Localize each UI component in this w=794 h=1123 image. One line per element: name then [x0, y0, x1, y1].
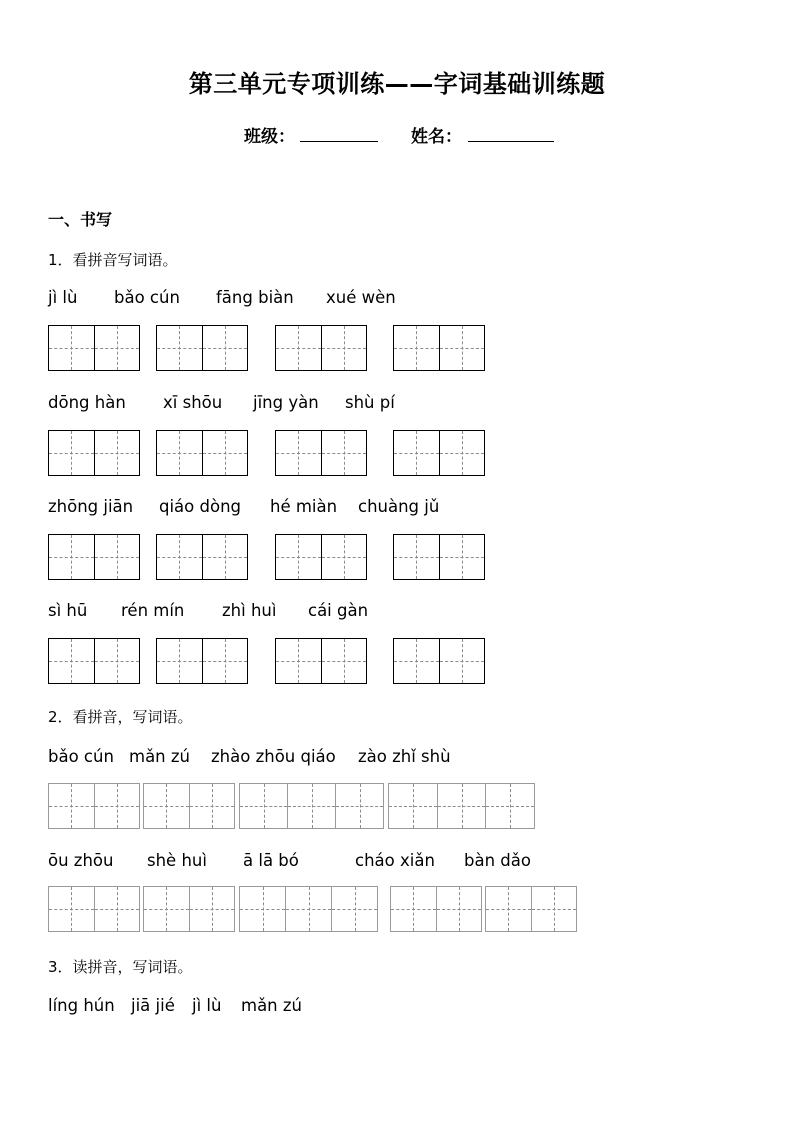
writing-grid[interactable]: [393, 430, 485, 476]
section-heading: 一、书写: [48, 210, 113, 229]
pinyin-label: ōu zhōu: [48, 851, 114, 870]
pinyin-label: jiā jié: [131, 996, 175, 1015]
pinyin-label: cái gàn: [308, 601, 369, 620]
pinyin-label: zhào zhōu qiáo: [211, 747, 336, 766]
pinyin-label: jīng yàn: [253, 393, 319, 412]
writing-grid[interactable]: [388, 783, 535, 829]
class-blank[interactable]: [300, 141, 378, 142]
pinyin-label: jì lù: [192, 996, 222, 1015]
writing-grid[interactable]: [485, 886, 577, 932]
writing-grid[interactable]: [48, 430, 140, 476]
writing-grid[interactable]: [393, 638, 485, 684]
pinyin-label: bàn dǎo: [464, 851, 531, 870]
writing-grid[interactable]: [275, 325, 367, 371]
writing-grid[interactable]: [275, 430, 367, 476]
pinyin-label: zhì huì: [222, 601, 277, 620]
pinyin-label: zhōng jiān: [48, 497, 134, 516]
pinyin-label: mǎn zú: [129, 747, 191, 766]
writing-grid[interactable]: [48, 638, 140, 684]
writing-grid[interactable]: [393, 534, 485, 580]
writing-grid[interactable]: [239, 886, 378, 932]
class-label: 班级：: [244, 127, 295, 147]
writing-grid[interactable]: [390, 886, 482, 932]
pinyin-label: bǎo cún: [114, 288, 180, 307]
writing-grid[interactable]: [48, 783, 140, 829]
writing-grid[interactable]: [48, 325, 140, 371]
pinyin-label: dōng hàn: [48, 393, 126, 412]
pinyin-label: xī shōu: [163, 393, 223, 412]
writing-grid[interactable]: [156, 534, 248, 580]
pinyin-label: jì lù: [48, 288, 78, 307]
question-2-prompt: 2．看拼音，写词语。: [48, 708, 193, 726]
pinyin-label: chuàng jǔ: [358, 497, 440, 516]
writing-grid[interactable]: [275, 534, 367, 580]
pinyin-label: sì hū: [48, 601, 88, 620]
writing-grid[interactable]: [275, 638, 367, 684]
pinyin-label: bǎo cún: [48, 747, 114, 766]
page-title: 第三单元专项训练——字词基础训练题: [188, 70, 606, 98]
pinyin-label: shè huì: [147, 851, 207, 870]
pinyin-label: líng hún: [48, 996, 115, 1015]
writing-grid[interactable]: [156, 430, 248, 476]
question-1-prompt: 1．看拼音写词语。: [48, 251, 178, 269]
writing-grid[interactable]: [156, 325, 248, 371]
pinyin-label: ā lā bó: [243, 851, 299, 870]
writing-grid[interactable]: [239, 783, 384, 829]
writing-grid[interactable]: [48, 534, 140, 580]
pinyin-label: hé miàn: [270, 497, 338, 516]
writing-grid[interactable]: [143, 783, 235, 829]
writing-grid[interactable]: [143, 886, 235, 932]
name-blank[interactable]: [468, 141, 554, 142]
pinyin-label: xué wèn: [326, 288, 396, 307]
writing-grid[interactable]: [48, 886, 140, 932]
question-3-prompt: 3．读拼音，写词语。: [48, 958, 193, 976]
name-label: 姓名：: [411, 127, 462, 147]
writing-grid[interactable]: [156, 638, 248, 684]
pinyin-label: mǎn zú: [241, 996, 303, 1015]
pinyin-label: rén mín: [121, 601, 185, 620]
writing-grid[interactable]: [393, 325, 485, 371]
pinyin-label: fāng biàn: [216, 288, 294, 307]
pinyin-label: zào zhǐ shù: [358, 747, 451, 766]
pinyin-label: qiáo dòng: [159, 497, 242, 516]
pinyin-label: cháo xiǎn: [355, 851, 435, 870]
pinyin-label: shù pí: [345, 393, 395, 412]
